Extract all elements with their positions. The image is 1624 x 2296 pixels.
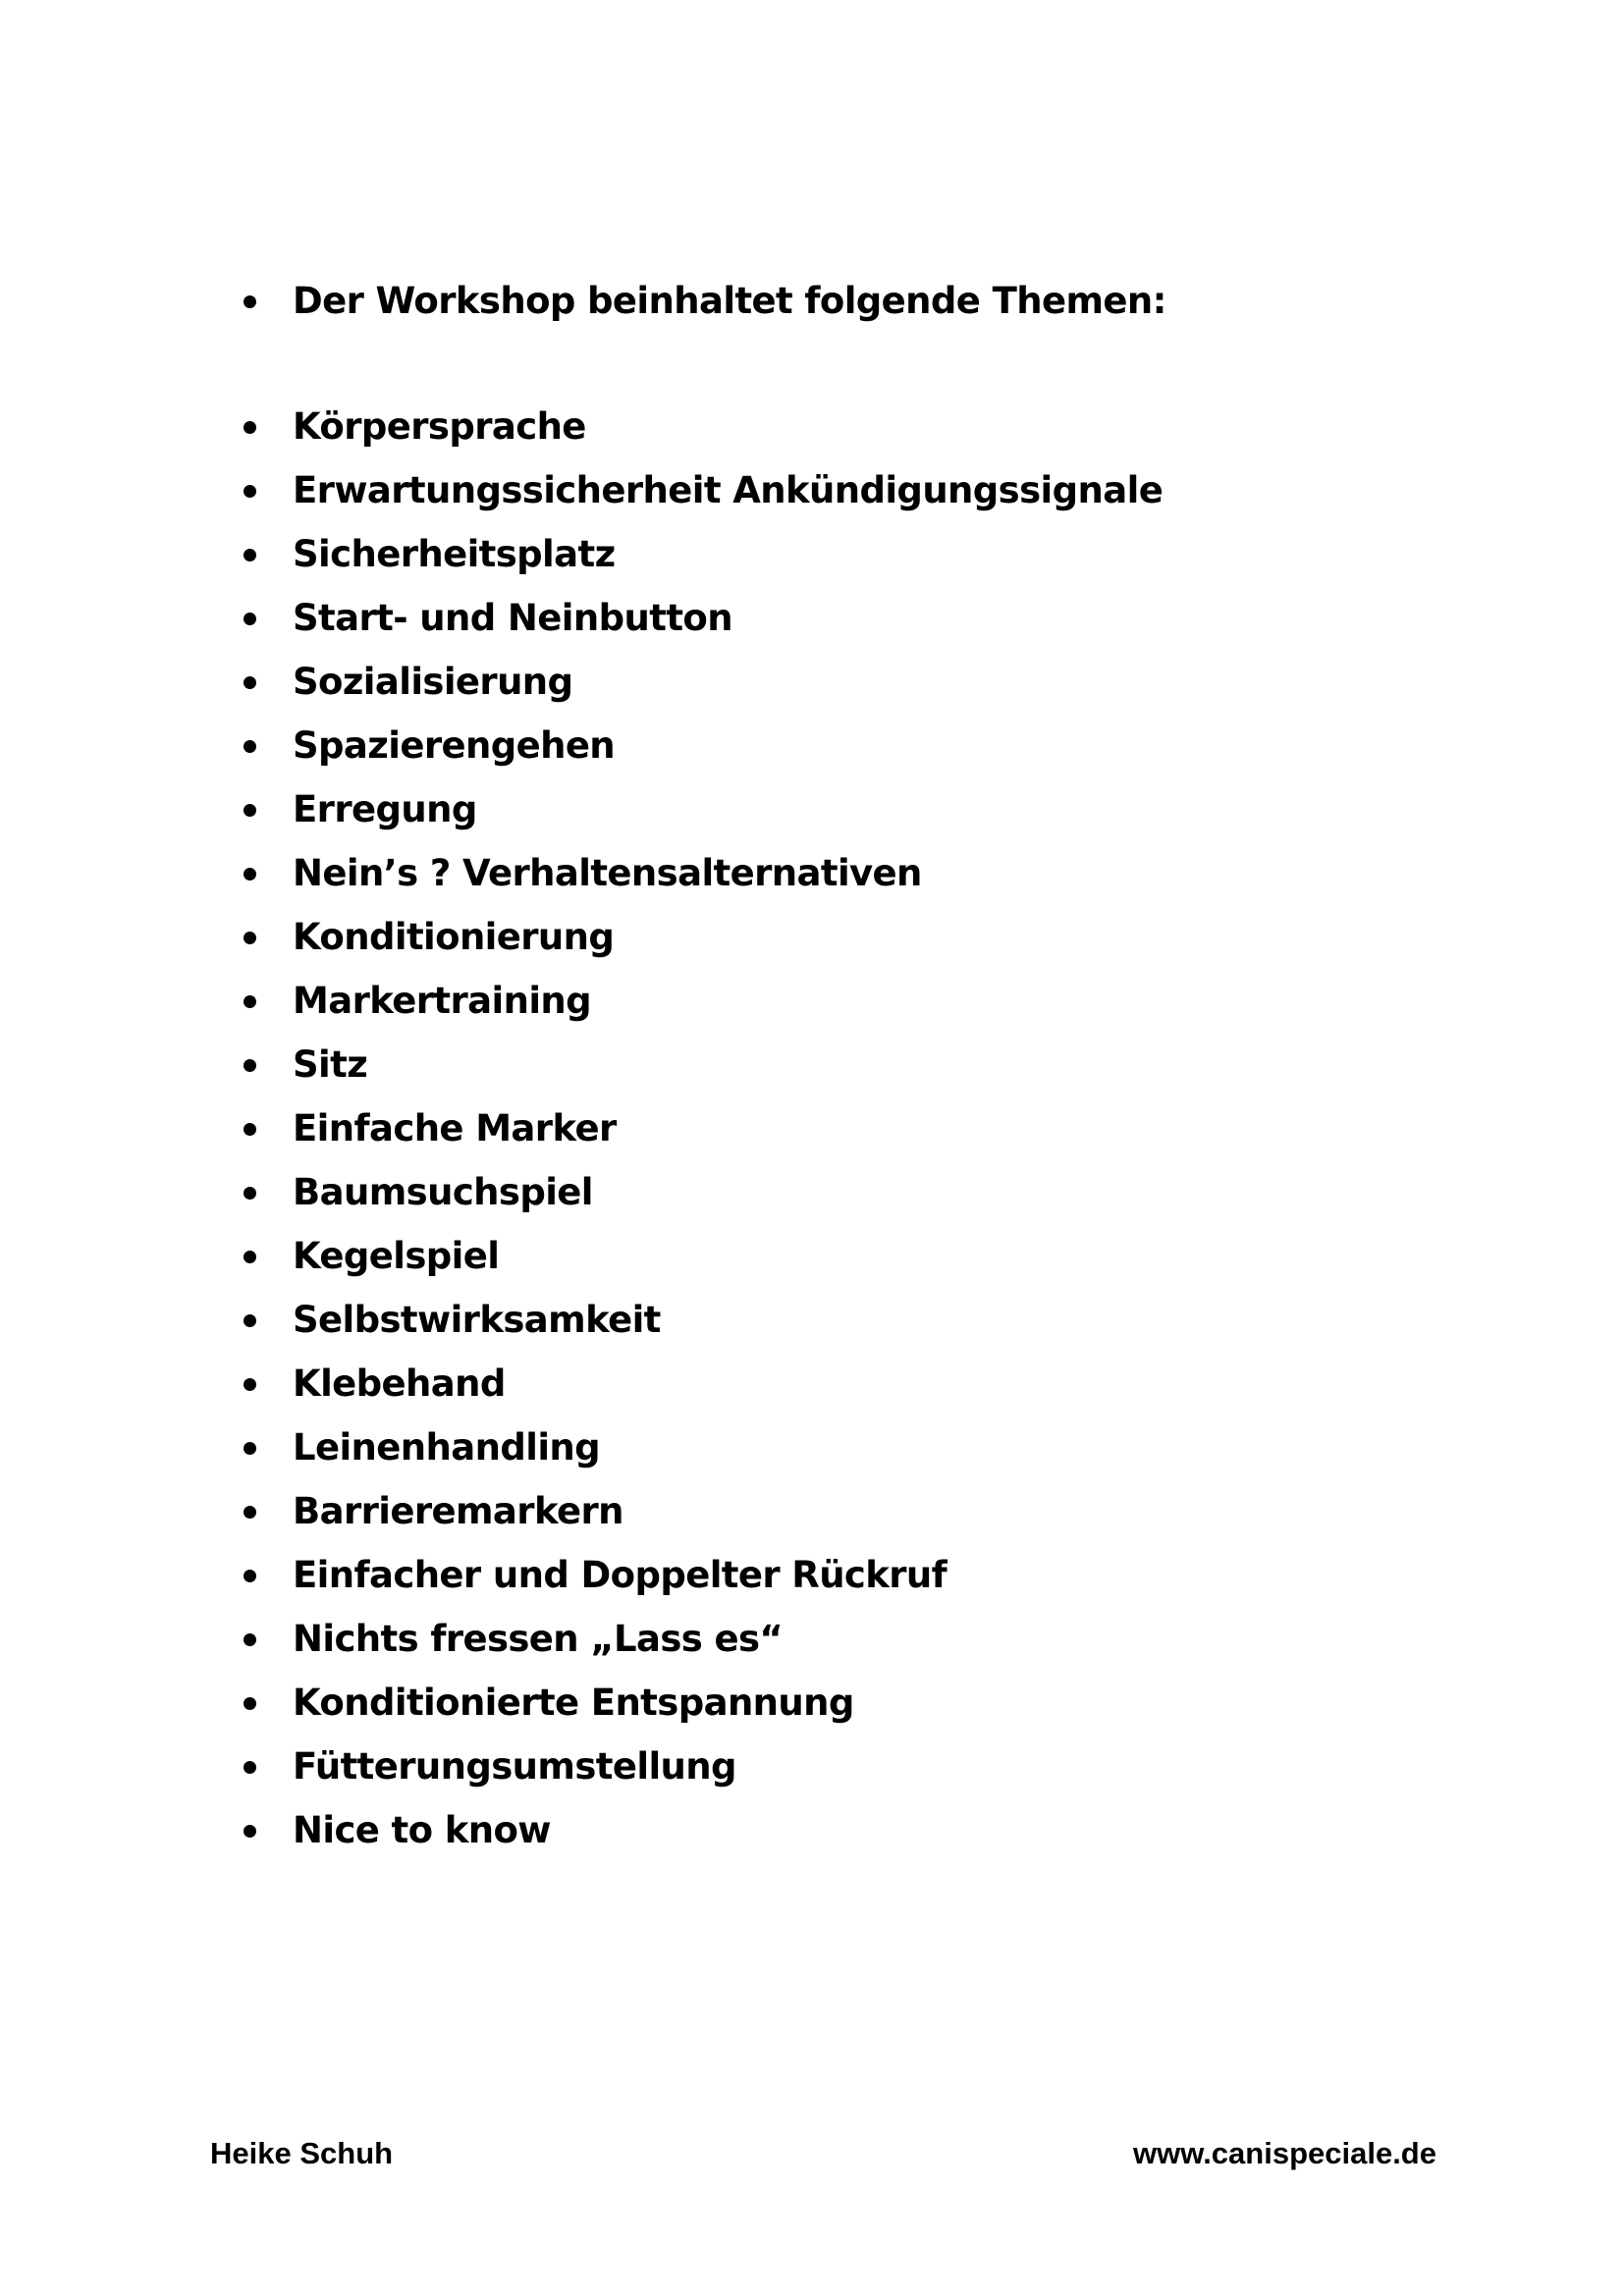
topic-text: Leinenhandling bbox=[293, 1426, 601, 1468]
bullet-icon bbox=[244, 485, 256, 498]
footer-author: Heike Schuh bbox=[210, 2136, 394, 2170]
topic-item bbox=[244, 1355, 506, 1414]
bullet-icon bbox=[244, 1059, 256, 1072]
topic-item bbox=[244, 1674, 854, 1733]
bullet-icon bbox=[244, 1187, 256, 1200]
topic-text: Klebehand bbox=[293, 1362, 506, 1405]
topic-item bbox=[244, 1482, 623, 1541]
topic-text: Sozialisierung bbox=[293, 661, 573, 703]
topic-text: Körpersprache bbox=[293, 405, 586, 448]
bullet-icon bbox=[244, 676, 256, 689]
topic-text: Nice to know bbox=[293, 1809, 551, 1851]
topic-item bbox=[244, 972, 592, 1031]
topic-item bbox=[244, 717, 616, 775]
heading-item bbox=[244, 272, 1166, 331]
topic-text: Einfacher und Doppelter Rückruf bbox=[293, 1554, 947, 1596]
topic-text: Sitz bbox=[293, 1043, 368, 1086]
topic-item bbox=[244, 1036, 368, 1095]
topic-item bbox=[244, 589, 732, 648]
bullet-icon bbox=[244, 1825, 256, 1838]
topic-text: Erwartungssicherheit Ankündigungssignale bbox=[293, 469, 1164, 511]
bullet-icon bbox=[244, 1697, 256, 1710]
topic-text: Fütterungsumstellung bbox=[293, 1745, 736, 1788]
bullet-icon bbox=[244, 1570, 256, 1582]
bullet-icon bbox=[244, 995, 256, 1008]
topic-text: Einfache Marker bbox=[293, 1107, 617, 1149]
bullet-icon bbox=[244, 1442, 256, 1455]
topic-item bbox=[244, 1099, 617, 1158]
bullet-icon bbox=[244, 421, 256, 434]
bullet-icon bbox=[244, 804, 256, 817]
topic-item bbox=[244, 1163, 593, 1222]
topic-item bbox=[244, 780, 477, 839]
topic-item bbox=[244, 1227, 500, 1286]
topic-item bbox=[244, 398, 586, 456]
topic-item bbox=[244, 844, 922, 903]
bullet-icon bbox=[244, 1251, 256, 1263]
footer-website: www.canispeciale.de bbox=[1133, 2136, 1436, 2170]
topic-text: Kegelspiel bbox=[293, 1235, 500, 1277]
bullet-icon bbox=[244, 1761, 256, 1774]
topic-item bbox=[244, 1418, 601, 1477]
bullet-icon bbox=[244, 295, 256, 308]
bullet-icon bbox=[244, 613, 256, 625]
bullet-icon bbox=[244, 1506, 256, 1519]
topic-text: Start- und Neinbutton bbox=[293, 597, 732, 639]
topic-text: Nichts fressen „Lass es“ bbox=[293, 1618, 784, 1660]
heading-text: Der Workshop beinhaltet folgende Themen: bbox=[293, 280, 1166, 322]
bullet-icon bbox=[244, 1123, 256, 1136]
topic-item bbox=[244, 1801, 551, 1860]
topic-text: Baumsuchspiel bbox=[293, 1171, 593, 1213]
topic-text: Barrieremarkern bbox=[293, 1490, 623, 1532]
topic-item bbox=[244, 1546, 947, 1605]
bullet-icon bbox=[244, 549, 256, 561]
topic-item bbox=[244, 1610, 784, 1669]
topic-text: Markertraining bbox=[293, 980, 592, 1022]
topic-text: Sicherheitsplatz bbox=[293, 533, 616, 575]
topic-text: Spazierengehen bbox=[293, 724, 616, 767]
topic-text: Konditionierte Entspannung bbox=[293, 1682, 854, 1724]
topic-item bbox=[244, 461, 1164, 520]
topic-text: Selbstwirksamkeit bbox=[293, 1299, 661, 1341]
bullet-icon bbox=[244, 868, 256, 881]
bullet-icon bbox=[244, 1378, 256, 1391]
bullet-icon bbox=[244, 1633, 256, 1646]
topic-text: Erregung bbox=[293, 788, 477, 830]
topic-item bbox=[244, 525, 616, 584]
topic-item bbox=[244, 908, 615, 967]
topic-text: Konditionierung bbox=[293, 916, 615, 958]
topic-text: Nein’s ? Verhaltensalternativen bbox=[293, 852, 922, 894]
bullet-icon bbox=[244, 1314, 256, 1327]
bullet-icon bbox=[244, 740, 256, 753]
bullet-icon bbox=[244, 932, 256, 944]
topic-item bbox=[244, 1737, 736, 1796]
topic-item bbox=[244, 653, 573, 712]
topic-item bbox=[244, 1291, 661, 1350]
